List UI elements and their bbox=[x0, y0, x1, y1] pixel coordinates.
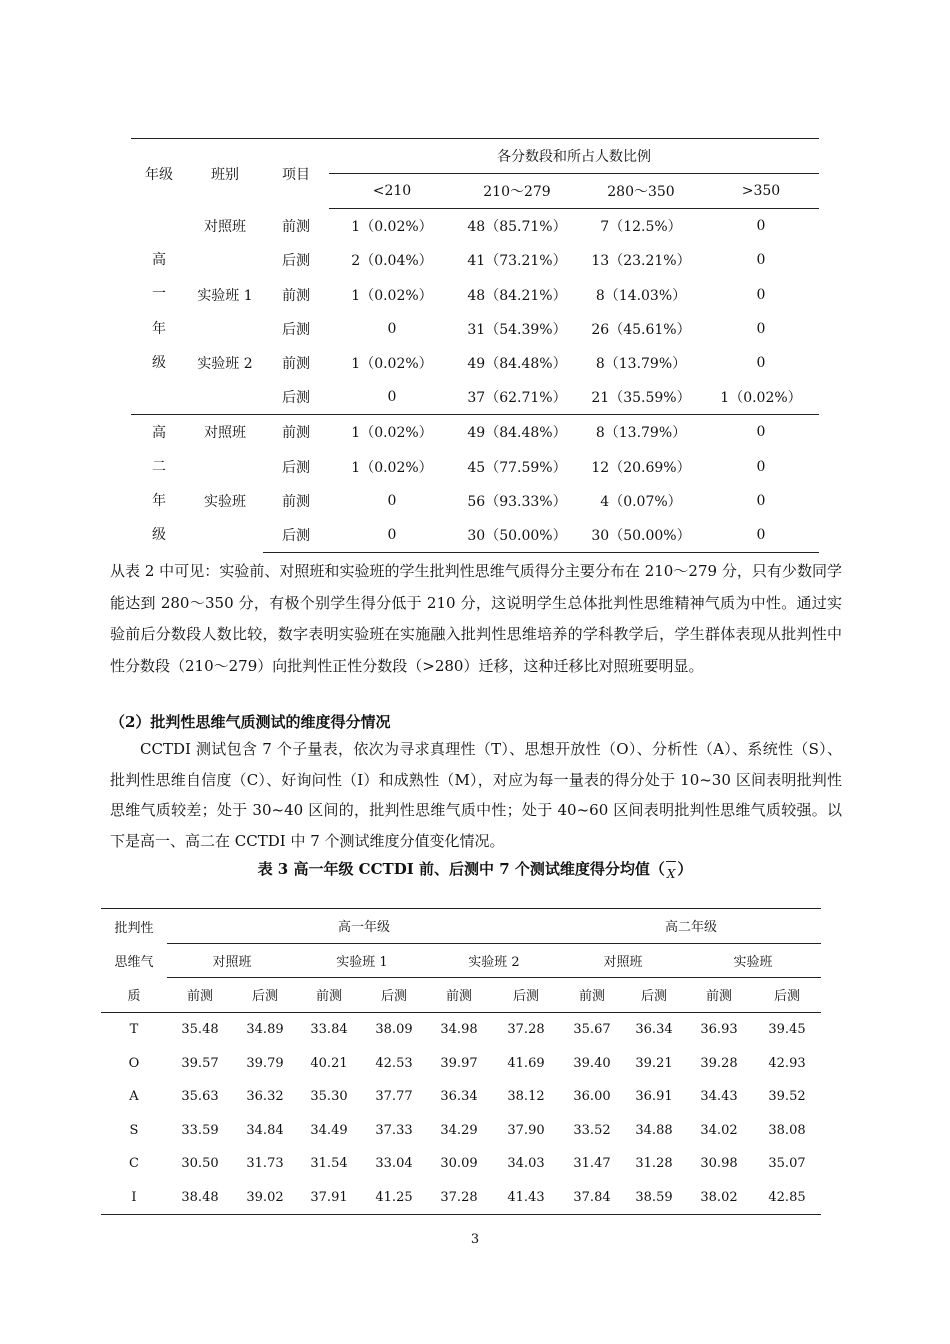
score-cell: 34.89 bbox=[246, 1022, 284, 1038]
value-cell: 0 bbox=[756, 355, 766, 372]
test-header: 前测 bbox=[167, 978, 233, 1013]
value-cell: 0 bbox=[756, 218, 766, 235]
analysis-paragraph: 从表 2 中可见：实验前、对照班和实验班的学生批判性思维气质得分主要分布在 210～279 分，只有少数同学能达到 280～350 分，有极个别学生得分低于 210 分，这说明学生总体批判性思维精神气质为中性。通过实验前后分数段人数比较，数字表明实验班在实施融入批判性思维培养的学科教学后，学生群体表现从批判性中性分数段（210～279）向批判性正性分数段（>280）迁移，这种迁移比对照班要明显。 bbox=[110, 562, 842, 675]
item-cell: 前测 bbox=[282, 425, 310, 442]
score-cell: 36.00 bbox=[573, 1089, 611, 1105]
score-cell: 39.79 bbox=[246, 1055, 284, 1071]
score-cell: 31.73 bbox=[246, 1156, 284, 1172]
dimension-score-table bbox=[101, 908, 821, 1215]
score-cell: 36.32 bbox=[246, 1089, 284, 1105]
value-cell: 56（93.33%） bbox=[467, 493, 567, 510]
score-cell: 40.21 bbox=[310, 1055, 348, 1071]
value-cell: 0 bbox=[756, 492, 766, 509]
grade-label: 高 二 年 级 bbox=[152, 424, 166, 544]
dimension-cell: T bbox=[129, 1022, 139, 1038]
class-cell bbox=[187, 312, 263, 346]
table-row bbox=[131, 312, 819, 346]
score-cell: 33.52 bbox=[573, 1122, 611, 1138]
item-cell: 后测 bbox=[263, 380, 329, 415]
score-cell: 38.48 bbox=[167, 1181, 233, 1215]
score-cell: 39.45 bbox=[768, 1022, 806, 1038]
score-cell: 31.47 bbox=[573, 1156, 611, 1172]
score-cell: 38.59 bbox=[623, 1181, 685, 1215]
value-cell: 0 bbox=[703, 518, 819, 553]
table-row bbox=[101, 1181, 821, 1215]
test-header: 前测 bbox=[297, 978, 361, 1013]
grade-header: 高二年级 bbox=[561, 909, 821, 944]
value-cell: 1（0.02%） bbox=[351, 459, 433, 476]
value-cell: 37（62.71%） bbox=[455, 380, 579, 415]
value-cell: 0 bbox=[387, 492, 397, 509]
header-score-ranges: 各分数段和所占人数比例 bbox=[329, 139, 819, 174]
score-cell: 30.98 bbox=[700, 1156, 738, 1172]
class-header: 实验班 2 bbox=[427, 943, 561, 978]
value-cell: 0 bbox=[756, 458, 766, 475]
score-distribution-table bbox=[131, 138, 819, 553]
score-cell: 33.59 bbox=[181, 1122, 219, 1138]
item-cell: 前测 bbox=[282, 287, 310, 304]
range-header: <210 bbox=[329, 174, 455, 209]
score-cell: 31.28 bbox=[635, 1156, 673, 1172]
score-cell: 37.91 bbox=[297, 1181, 361, 1215]
table-row bbox=[131, 243, 819, 277]
score-cell: 34.03 bbox=[507, 1156, 545, 1172]
dimension-cell: O bbox=[128, 1055, 140, 1071]
score-cell: 38.08 bbox=[768, 1122, 806, 1138]
score-cell: 36.34 bbox=[440, 1089, 478, 1105]
class-cell bbox=[187, 380, 263, 415]
value-cell: 8（13.79%） bbox=[595, 356, 687, 373]
score-cell: 35.07 bbox=[768, 1156, 806, 1172]
score-cell: 36.93 bbox=[700, 1022, 738, 1038]
item-cell: 后测 bbox=[282, 321, 310, 338]
grade-header: 高一年级 bbox=[167, 909, 561, 944]
score-cell: 35.63 bbox=[181, 1089, 219, 1105]
score-cell: 41.43 bbox=[491, 1181, 561, 1215]
score-cell: 34.84 bbox=[246, 1122, 284, 1138]
item-cell: 前测 bbox=[282, 219, 310, 236]
table-row bbox=[131, 278, 819, 312]
table-row bbox=[101, 1012, 821, 1046]
grade-label: 高 一 年 级 bbox=[131, 209, 187, 415]
dimension-cell: I bbox=[101, 1181, 167, 1215]
table-row bbox=[101, 1147, 821, 1181]
value-cell: 1（0.02%） bbox=[351, 356, 433, 373]
score-cell: 36.34 bbox=[635, 1022, 673, 1038]
value-cell: 7（12.5%） bbox=[600, 219, 682, 236]
score-cell: 42.85 bbox=[753, 1181, 821, 1215]
dimension-cell: A bbox=[129, 1089, 139, 1105]
score-cell: 34.88 bbox=[635, 1122, 673, 1138]
score-cell: 42.53 bbox=[375, 1055, 413, 1071]
score-cell: 37.28 bbox=[427, 1181, 491, 1215]
score-cell: 31.54 bbox=[310, 1156, 348, 1172]
page-number: 3 bbox=[470, 1232, 480, 1247]
score-cell: 34.98 bbox=[440, 1022, 478, 1038]
table-row bbox=[101, 1080, 821, 1114]
score-cell: 34.43 bbox=[700, 1089, 738, 1105]
value-cell: 21（35.59%） bbox=[579, 380, 703, 415]
value-cell: 0 bbox=[387, 320, 397, 337]
item-cell: 后测 bbox=[282, 459, 310, 476]
table-row bbox=[131, 209, 819, 244]
value-cell: 48（84.21%） bbox=[467, 287, 567, 304]
section-heading: （2）批判性思维气质测试的维度得分情况 bbox=[110, 713, 391, 731]
value-cell: 4（0.07%） bbox=[600, 493, 682, 510]
score-cell: 33.84 bbox=[310, 1022, 348, 1038]
class-cell: 对照班 bbox=[204, 219, 246, 236]
score-cell: 41.25 bbox=[361, 1181, 427, 1215]
range-header: >350 bbox=[703, 174, 819, 209]
score-cell: 35.67 bbox=[573, 1022, 611, 1038]
value-cell: 0 bbox=[329, 380, 455, 415]
value-cell: 13（23.21%） bbox=[591, 253, 691, 270]
table-row bbox=[131, 484, 819, 518]
test-header: 前测 bbox=[685, 978, 753, 1013]
class-cell: 实验班 bbox=[204, 493, 246, 510]
class-header: 对照班 bbox=[561, 943, 685, 978]
score-cell: 38.09 bbox=[375, 1022, 413, 1038]
corner-header: 思维气 bbox=[114, 954, 154, 970]
value-cell: 0 bbox=[756, 286, 766, 303]
score-cell: 39.40 bbox=[573, 1055, 611, 1071]
table-row bbox=[131, 518, 819, 553]
score-cell: 38.02 bbox=[685, 1181, 753, 1215]
value-cell: 45（77.59%） bbox=[467, 459, 567, 476]
score-cell: 39.21 bbox=[635, 1055, 673, 1071]
score-cell: 37.33 bbox=[375, 1122, 413, 1138]
score-cell: 30.09 bbox=[440, 1156, 478, 1172]
value-cell: 0 bbox=[756, 252, 766, 269]
value-cell: 30（50.00%） bbox=[455, 518, 579, 553]
value-cell: 1（0.02%） bbox=[703, 380, 819, 415]
score-cell: 36.91 bbox=[635, 1089, 673, 1105]
dimension-cell: C bbox=[129, 1156, 139, 1172]
table-row bbox=[131, 415, 819, 450]
table-row bbox=[101, 1046, 821, 1080]
score-cell: 37.90 bbox=[507, 1122, 545, 1138]
corner-header: 批判性 bbox=[101, 909, 167, 944]
class-header: 实验班 1 bbox=[297, 943, 427, 978]
class-cell: 对照班 bbox=[204, 425, 246, 442]
test-header: 后测 bbox=[361, 978, 427, 1013]
item-cell: 后测 bbox=[282, 253, 310, 270]
header-grade: 年级 bbox=[131, 139, 187, 209]
range-header: 280～350 bbox=[579, 174, 703, 209]
header-class: 班别 bbox=[187, 139, 263, 209]
score-cell: 35.30 bbox=[310, 1089, 348, 1105]
value-cell: 49（84.48%） bbox=[467, 425, 567, 442]
score-cell: 34.29 bbox=[440, 1122, 478, 1138]
score-cell: 39.52 bbox=[768, 1089, 806, 1105]
table-row bbox=[131, 380, 819, 415]
score-cell: 39.57 bbox=[181, 1055, 219, 1071]
test-header: 后测 bbox=[753, 978, 821, 1013]
value-cell: 8（13.79%） bbox=[595, 425, 687, 442]
table-caption: 表 3 高一年级 CCTDI 前、后测中 7 个测试维度得分均值（ X ） bbox=[257, 860, 693, 881]
cctdi-paragraph: CCTDI 测试包含 7 个子量表，依次为寻求真理性（T）、思想开放性（O）、分析性（A）、系统性（S）、批判性思维自信度（C）、好询问性（I）和成熟性（M），对应为每一量表的得分处于 10~30 区间表明批判性思维气质较差；处于 30~40 区间的，批判性思维气质中性；处于 40~60 区间表明批判性思维气质较强。以下是高一、高二在 CCTDI 中 7 个测试维度分值变化情况。 bbox=[110, 740, 842, 850]
class-cell bbox=[187, 243, 263, 277]
score-cell: 34.49 bbox=[310, 1122, 348, 1138]
item-cell: 前测 bbox=[282, 356, 310, 373]
test-header: 后测 bbox=[233, 978, 297, 1013]
range-header: 210～279 bbox=[455, 174, 579, 209]
score-cell: 33.04 bbox=[375, 1156, 413, 1172]
score-cell: 39.28 bbox=[700, 1055, 738, 1071]
value-cell: 30（50.00%） bbox=[579, 518, 703, 553]
test-header: 后测 bbox=[491, 978, 561, 1013]
test-header: 前测 bbox=[427, 978, 491, 1013]
item-cell: 后测 bbox=[263, 518, 329, 553]
test-header: 后测 bbox=[623, 978, 685, 1013]
score-cell: 37.77 bbox=[375, 1089, 413, 1105]
class-cell: 实验班 2 bbox=[197, 356, 253, 373]
class-header: 实验班 bbox=[685, 943, 821, 978]
score-cell: 38.12 bbox=[507, 1089, 545, 1105]
value-cell: 0 bbox=[756, 424, 766, 441]
value-cell: 1（0.02%） bbox=[351, 287, 433, 304]
score-cell: 41.69 bbox=[507, 1055, 545, 1071]
dimension-cell: S bbox=[129, 1122, 139, 1138]
value-cell: 31（54.39%） bbox=[467, 321, 567, 338]
value-cell: 2（0.04%） bbox=[351, 253, 433, 270]
value-cell: 1（0.02%） bbox=[351, 219, 433, 236]
mean-symbol: X bbox=[666, 867, 676, 881]
class-header: 对照班 bbox=[167, 943, 297, 978]
table-row bbox=[131, 450, 819, 484]
score-cell: 34.02 bbox=[700, 1122, 738, 1138]
value-cell: 12（20.69%） bbox=[591, 459, 691, 476]
value-cell: 8（14.03%） bbox=[595, 287, 687, 304]
class-cell bbox=[187, 518, 263, 553]
test-header: 前测 bbox=[561, 978, 623, 1013]
score-cell: 37.84 bbox=[561, 1181, 623, 1215]
item-cell: 前测 bbox=[282, 493, 310, 510]
corner-header: 质 bbox=[101, 978, 167, 1013]
score-cell: 35.48 bbox=[181, 1022, 219, 1038]
value-cell: 49（84.48%） bbox=[467, 356, 567, 373]
value-cell: 0 bbox=[329, 518, 455, 553]
score-cell: 37.28 bbox=[507, 1022, 545, 1038]
value-cell: 0 bbox=[756, 320, 766, 337]
value-cell: 41（73.21%） bbox=[467, 253, 567, 270]
class-cell: 实验班 1 bbox=[197, 287, 253, 304]
table-row bbox=[101, 1114, 821, 1148]
table-row bbox=[131, 346, 819, 380]
score-cell: 39.97 bbox=[440, 1055, 478, 1071]
header-item: 项目 bbox=[263, 139, 329, 209]
class-cell bbox=[187, 450, 263, 484]
value-cell: 48（85.71%） bbox=[467, 219, 567, 236]
score-cell: 39.02 bbox=[233, 1181, 297, 1215]
value-cell: 1（0.02%） bbox=[351, 425, 433, 442]
score-cell: 42.93 bbox=[768, 1055, 806, 1071]
score-cell: 30.50 bbox=[181, 1156, 219, 1172]
value-cell: 26（45.61%） bbox=[591, 321, 691, 338]
